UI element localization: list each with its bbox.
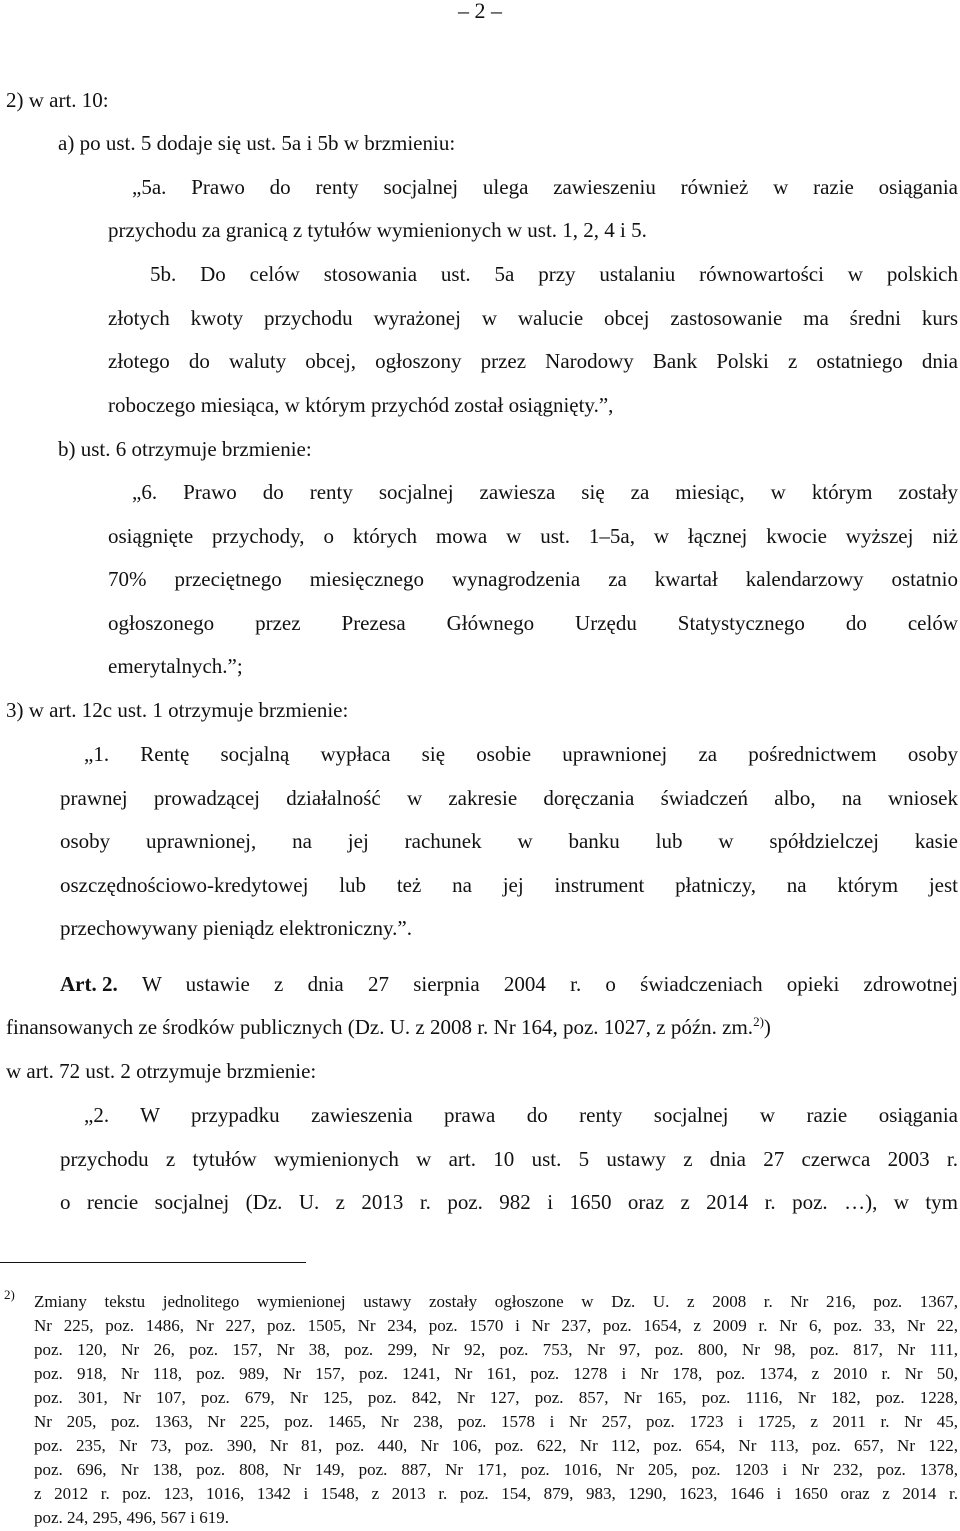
footnote-mark: 2) bbox=[4, 1287, 15, 1302]
paragraph-line: o rencie socjalnej (Dz. U. z 2013 r. poz. 982 i 1650 oraz z 2014 r. poz. …), w tym bbox=[60, 1190, 958, 1214]
paragraph-line: 5b. Do celów stosowania ust. 5a przy ustalaniu równowartości w polskich bbox=[150, 262, 958, 286]
paragraph-line: roboczego miesiąca, w którym przychód został osiągnięty.”, bbox=[108, 393, 614, 417]
footnote-line: poz. 120, Nr 26, poz. 157, Nr 38, poz. 299, Nr 92, poz. 753, Nr 97, poz. 800, Nr 98, poz. 817, Nr 111, bbox=[34, 1340, 958, 1359]
paragraph-line: osiągnięte przychody, o których mowa w ust. 1–5a, w łącznej kwocie wyższej niż bbox=[108, 524, 958, 548]
paragraph-line: „6. Prawo do renty socjalnej zawiesza się za miesiąc, w którym zostały bbox=[132, 480, 958, 504]
paragraph-line: prawnej prowadzącej działalność w zakresie doręczania świadczeń albo, na wniosek bbox=[60, 786, 958, 810]
paragraph-line: złotego do waluty obcej, ogłoszony przez Narodowy Bank Polski z ostatniego dnia bbox=[108, 349, 958, 373]
paragraph-line: emerytalnych.”; bbox=[108, 654, 243, 678]
footnote-line: Zmiany tekstu jednolitego wymienionej ustawy zostały ogłoszone w Dz. U. z 2008 r. Nr 216, poz. 1367, bbox=[34, 1292, 958, 1311]
paragraph-line: ogłoszonego przez Prezesa Głównego Urzędu Statystycznego do celów bbox=[108, 611, 958, 635]
subpoint-b: b) ust. 6 otrzymuje brzmienie: bbox=[58, 437, 312, 461]
paragraph-line bbox=[6, 1015, 771, 1039]
footnote-line: Nr 205, poz. 1363, Nr 225, poz. 1465, Nr 238, poz. 1578 i Nr 257, poz. 1723 i 1725, z 2011 r. Nr 45, bbox=[34, 1412, 958, 1431]
line-text: finansowanych ze środków publicznych (Dz. U. z 2008 r. Nr 164, poz. 1027, z późn. zm. bbox=[6, 1015, 754, 1039]
paragraph-line: złotych kwoty przychodu wyrażonej w walucie obcej zastosowanie ma średni kurs bbox=[108, 306, 958, 330]
subpoint-a: a) po ust. 5 dodaje się ust. 5a i 5b w brzmieniu: bbox=[58, 131, 456, 155]
paragraph-line: 70% przeciętnego miesięcznego wynagrodzenia za kwartał kalendarzowy ostatnio bbox=[108, 567, 958, 591]
paragraph-line: w art. 72 ust. 2 otrzymuje brzmienie: bbox=[6, 1059, 317, 1083]
paragraph-line: przychodu za granicą z tytułów wymienionych w ust. 1, 2, 4 i 5. bbox=[108, 218, 647, 242]
page-number: – 2 – bbox=[458, 0, 502, 23]
footnote-line: z 2012 r. poz. 123, 1016, 1342 i 1548, z 2013 r. poz. 154, 879, 983, 1290, 1623, 1646 i 1650 oraz z 2014 r. bbox=[34, 1484, 958, 1503]
point-2: 2) w art. 10: bbox=[6, 88, 109, 112]
point-3: 3) w art. 12c ust. 1 otrzymuje brzmienie: bbox=[6, 698, 349, 722]
article-label: Art. 2. bbox=[60, 972, 118, 996]
paragraph-line: oszczędnościowo-kredytowej lub też na jej instrument płatniczy, na którym jest bbox=[60, 873, 958, 897]
footnote-line: poz. 235, Nr 73, poz. 390, Nr 81, poz. 440, Nr 106, poz. 622, Nr 112, poz. 654, Nr 113, poz. 657, Nr 122, bbox=[34, 1436, 958, 1455]
paragraph-line: „1. Rentę socjalną wypłaca się osobie uprawnionej za pośrednictwem osoby bbox=[84, 742, 958, 766]
paragraph-line: przychodu z tytułów wymienionych w art. 10 ust. 5 ustawy z dnia 27 czerwca 2003 r. bbox=[60, 1147, 958, 1171]
footnote-line: Nr 225, poz. 1486, Nr 227, poz. 1505, Nr 234, poz. 1570 i Nr 237, poz. 1654, z 2009 r. Nr 6, poz. 33, Nr 22, bbox=[34, 1316, 958, 1335]
paragraph-line: W ustawie z dnia 27 sierpnia 2004 r. o świadczeniach opieki zdrowotnej bbox=[142, 972, 958, 996]
footnote-line: poz. 918, Nr 118, poz. 989, Nr 157, poz. 1241, Nr 161, poz. 1278 i Nr 178, poz. 1374, z 2010 r. Nr 50, bbox=[34, 1364, 958, 1383]
footnote-ref: 2) bbox=[753, 1014, 764, 1029]
paragraph-line: „2. W przypadku zawieszenia prawa do renty socjalnej w razie osiągania bbox=[84, 1103, 958, 1127]
paragraph-line: osoby uprawnionej, na jej rachunek w banku lub w spółdzielczej kasie bbox=[60, 829, 958, 853]
footnote-line: poz. 696, Nr 138, poz. 808, Nr 149, poz. 887, Nr 171, poz. 1016, Nr 205, poz. 1203 i Nr 232, poz. 1378, bbox=[34, 1460, 958, 1479]
paragraph-line: „5a. Prawo do renty socjalnej ulega zawieszeniu również w razie osiągania bbox=[132, 175, 958, 199]
footnote-line: poz. 301, Nr 107, poz. 679, Nr 125, poz. 842, Nr 127, poz. 857, Nr 165, poz. 1116, Nr 182, poz. 1228, bbox=[34, 1388, 958, 1407]
footnote-line: poz. 24, 295, 496, 567 i 619. bbox=[34, 1508, 230, 1527]
paragraph-line: przechowywany pieniądz elektroniczny.”. bbox=[60, 916, 412, 940]
footnote-separator bbox=[0, 1262, 306, 1263]
closing-paren: ) bbox=[763, 1015, 771, 1039]
